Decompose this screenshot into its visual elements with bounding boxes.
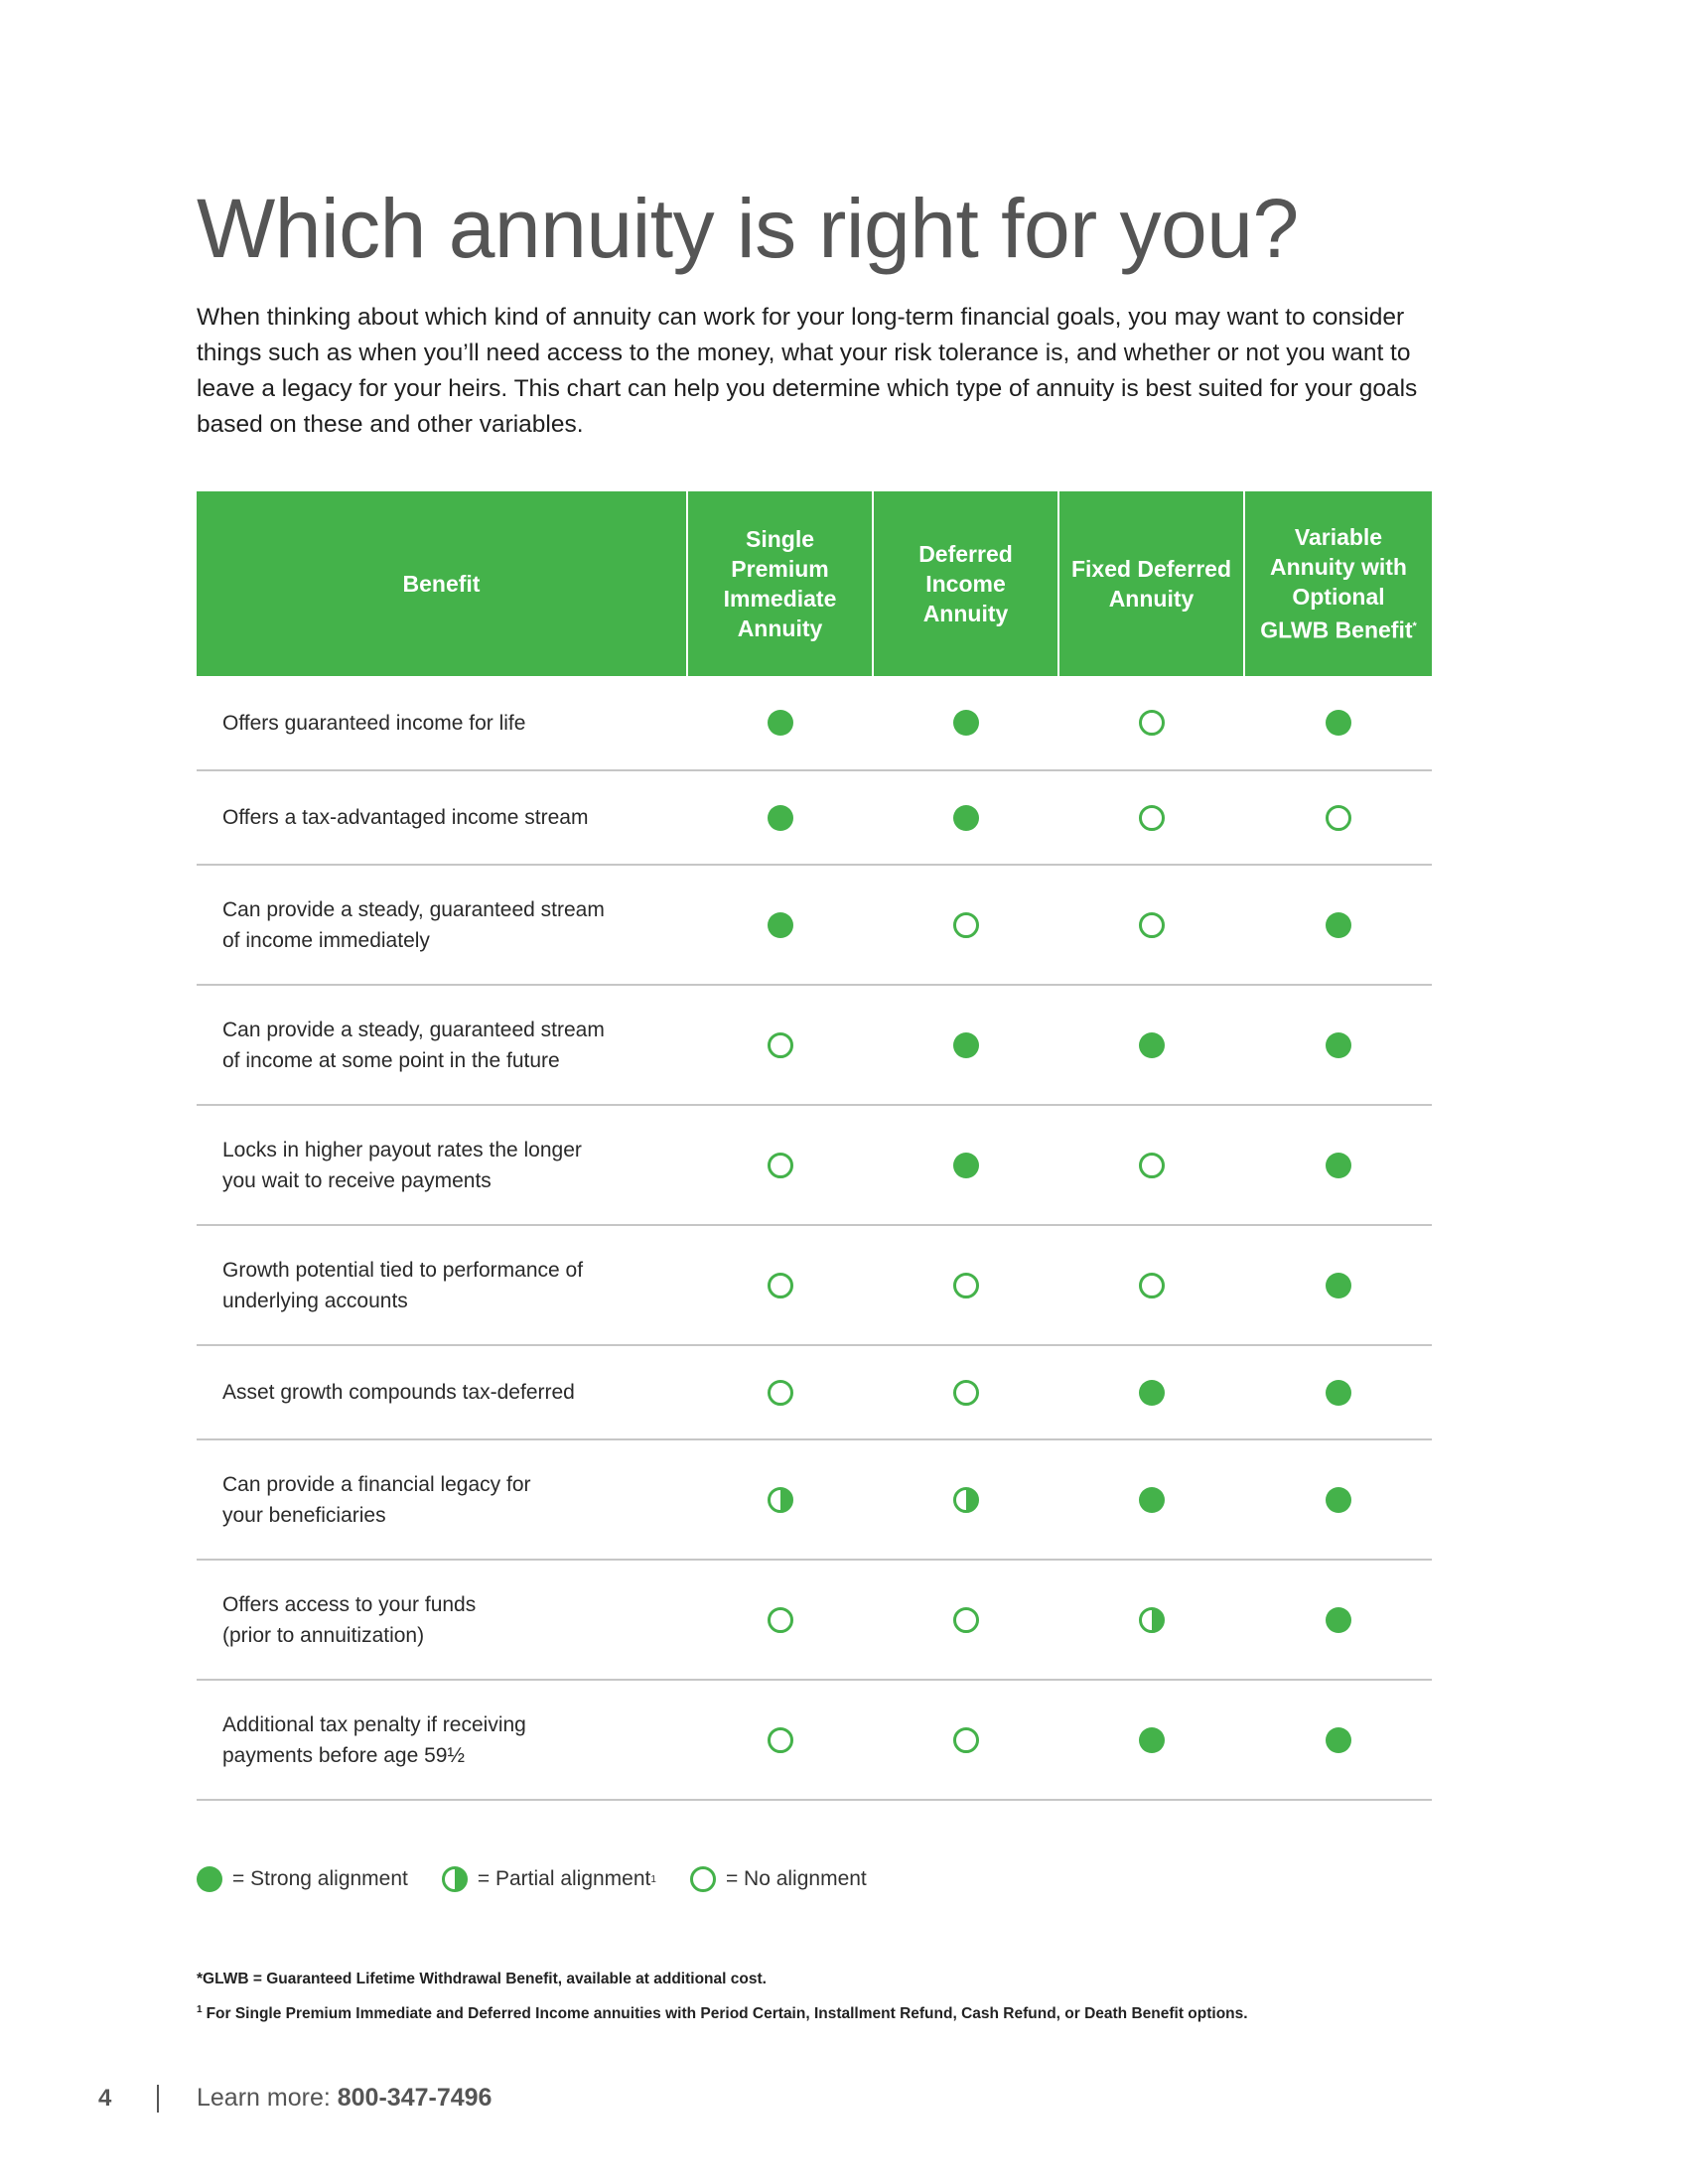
legend-none-label: = No alignment (725, 1867, 867, 1890)
benefit-text: payments before age 59½ (222, 1743, 466, 1767)
no-alignment-icon (768, 1727, 793, 1753)
rating-cell-single-premium-immediate (687, 1105, 873, 1225)
intro-paragraph: When thinking about which kind of annuity can work for your long-term financial goals, you may want to consider things such as when you’ll need access to the money, what your risk tolerance is, and whether or not you want to leave a legacy for your heirs. This chart can help you determine which type of annuity is best suited for your goals based on these and other variables. (197, 304, 1418, 438)
strong-alignment-icon (1326, 710, 1351, 736)
strong-alignment-icon (1139, 1487, 1165, 1513)
strong-alignment-icon (1139, 1380, 1165, 1406)
no-alignment-icon (768, 1153, 793, 1178)
strong-alignment-icon (1326, 1607, 1351, 1633)
benefit-cell (197, 1225, 687, 1345)
rating-cell-fixed-deferred (1058, 1560, 1244, 1680)
rating-cell-fixed-deferred (1058, 1345, 1244, 1439)
rating-cell-variable-glwb (1244, 1680, 1432, 1800)
benefit-cell (197, 1560, 687, 1680)
rating-cell-deferred-income (873, 770, 1058, 865)
legend-strong (197, 1866, 408, 1892)
no-alignment-icon (953, 1380, 979, 1406)
table-row (197, 865, 1432, 985)
header-deferred-income: Deferred Income Annuity (873, 491, 1058, 676)
strong-alignment-icon (1326, 1032, 1351, 1058)
rating-cell-deferred-income (873, 1439, 1058, 1560)
header-single-premium-immediate: Single Premium Immediate Annuity (687, 491, 873, 676)
legend-partial (442, 1866, 656, 1892)
header-variable-glwb-mark: * (1412, 620, 1417, 633)
rating-cell-fixed-deferred (1058, 985, 1244, 1105)
benefit-text: Locks in higher payout rates the longer (222, 1138, 582, 1161)
no-alignment-icon (768, 1380, 793, 1406)
footer-divider (157, 2085, 159, 2113)
rating-cell-single-premium-immediate (687, 1225, 873, 1345)
header-fixed-deferred: Fixed Deferred Annuity (1058, 491, 1244, 676)
rating-cell-deferred-income (873, 1680, 1058, 1800)
benefit-text: Additional tax penalty if receiving (222, 1712, 526, 1736)
rating-cell-variable-glwb (1244, 1345, 1432, 1439)
benefit-text: (prior to annuitization) (222, 1623, 425, 1647)
rating-cell-single-premium-immediate (687, 676, 873, 770)
rating-cell-single-premium-immediate (687, 770, 873, 865)
strong-alignment-icon (768, 912, 793, 938)
no-alignment-icon (953, 912, 979, 938)
rating-cell-single-premium-immediate (687, 1680, 873, 1800)
footnote-partial (197, 2004, 1248, 2023)
rating-cell-deferred-income (873, 1105, 1058, 1225)
benefit-text: underlying accounts (222, 1289, 408, 1312)
no-alignment-icon (953, 1727, 979, 1753)
table-row (197, 985, 1432, 1105)
rating-cell-fixed-deferred (1058, 1105, 1244, 1225)
benefit-text: Asset growth compounds tax-deferred (222, 1381, 575, 1404)
strong-alignment-icon (953, 805, 979, 831)
no-alignment-icon (1139, 912, 1165, 938)
rating-cell-variable-glwb (1244, 1560, 1432, 1680)
strong-alignment-icon (1326, 1380, 1351, 1406)
benefit-text: your beneficiaries (222, 1503, 386, 1527)
no-alignment-icon (953, 1607, 979, 1633)
table-row (197, 676, 1432, 770)
benefit-cell (197, 865, 687, 985)
no-alignment-icon (1139, 1153, 1165, 1178)
rating-cell-fixed-deferred (1058, 865, 1244, 985)
learn-more (197, 2084, 492, 2113)
rating-cell-variable-glwb (1244, 770, 1432, 865)
rating-cell-fixed-deferred (1058, 1439, 1244, 1560)
partial-alignment-icon (768, 1487, 793, 1513)
partial-alignment-icon (953, 1487, 979, 1513)
legend-partial-label: = Partial alignment (477, 1867, 651, 1890)
strong-alignment-icon (1139, 1727, 1165, 1753)
table-row (197, 1439, 1432, 1560)
no-alignment-icon (768, 1607, 793, 1633)
strong-alignment-icon (768, 805, 793, 831)
table-row (197, 1105, 1432, 1225)
benefit-text: Can provide a steady, guaranteed stream (222, 897, 605, 921)
strong-alignment-icon (1326, 1487, 1351, 1513)
benefit-cell (197, 676, 687, 770)
rating-cell-fixed-deferred (1058, 676, 1244, 770)
benefit-cell (197, 1345, 687, 1439)
strong-alignment-icon (953, 1032, 979, 1058)
benefit-text: of income at some point in the future (222, 1048, 560, 1072)
no-alignment-icon (1139, 710, 1165, 736)
rating-cell-deferred-income (873, 1345, 1058, 1439)
table-header-row (197, 491, 1432, 676)
footnote-partial-mark: 1 (197, 2004, 203, 2015)
legend-strong-label: = Strong alignment (232, 1867, 408, 1890)
rating-cell-variable-glwb (1244, 676, 1432, 770)
no-alignment-icon (1326, 805, 1351, 831)
table-row (197, 770, 1432, 865)
no-alignment-icon (768, 1273, 793, 1298)
header-variable-glwb-label: Variable Annuity with Optional GLWB Benefit (1260, 524, 1413, 643)
benefit-cell (197, 1680, 687, 1800)
benefit-text: Can provide a financial legacy for (222, 1472, 531, 1496)
strong-alignment-icon (953, 710, 979, 736)
benefit-text: Offers a tax-advantaged income stream (222, 806, 589, 829)
header-variable-glwb (1244, 491, 1432, 676)
strong-alignment-icon (1326, 1153, 1351, 1178)
strong-alignment-icon (1326, 912, 1351, 938)
rating-cell-variable-glwb (1244, 1105, 1432, 1225)
partial-alignment-icon (1139, 1607, 1165, 1633)
partial-alignment-icon (442, 1866, 468, 1892)
rating-cell-deferred-income (873, 1225, 1058, 1345)
rating-cell-single-premium-immediate (687, 865, 873, 985)
no-alignment-icon (1139, 805, 1165, 831)
table-row (197, 1560, 1432, 1680)
rating-cell-fixed-deferred (1058, 770, 1244, 865)
footnote-partial-text: For Single Premium Immediate and Deferred Income annuities with Period Certain, Installment Refund, Cash Refund, or Death Benefit options. (206, 2005, 1248, 2023)
legend (197, 1866, 901, 1892)
no-alignment-icon (1139, 1273, 1165, 1298)
rating-cell-single-premium-immediate (687, 985, 873, 1105)
rating-cell-single-premium-immediate (687, 1439, 873, 1560)
benefit-cell (197, 1439, 687, 1560)
legend-partial-mark: 1 (650, 1873, 656, 1885)
legend-none (690, 1866, 867, 1892)
no-alignment-icon (953, 1273, 979, 1298)
table-row (197, 1225, 1432, 1345)
footnote-glwb: *GLWB = Guaranteed Lifetime Withdrawal Benefit, available at additional cost. (197, 1971, 767, 1987)
rating-cell-single-premium-immediate (687, 1345, 873, 1439)
page-number: 4 (98, 2085, 112, 2112)
rating-cell-fixed-deferred (1058, 1225, 1244, 1345)
no-alignment-icon (768, 1032, 793, 1058)
benefit-cell (197, 985, 687, 1105)
strong-alignment-icon (1326, 1273, 1351, 1298)
strong-alignment-icon (1326, 1727, 1351, 1753)
benefit-text: Can provide a steady, guaranteed stream (222, 1018, 605, 1041)
rating-cell-deferred-income (873, 676, 1058, 770)
benefit-text: Offers guaranteed income for life (222, 711, 526, 735)
benefit-text: Offers access to your funds (222, 1592, 477, 1616)
annuity-comparison-table (197, 491, 1432, 1801)
rating-cell-single-premium-immediate (687, 1560, 873, 1680)
strong-alignment-icon (197, 1866, 222, 1892)
rating-cell-variable-glwb (1244, 1439, 1432, 1560)
benefit-text: Growth potential tied to performance of (222, 1258, 584, 1282)
rating-cell-variable-glwb (1244, 985, 1432, 1105)
table-row (197, 1680, 1432, 1800)
page-title: Which annuity is right for you? (197, 182, 1299, 275)
benefit-text: you wait to receive payments (222, 1168, 492, 1192)
rating-cell-variable-glwb (1244, 865, 1432, 985)
phone-number[interactable]: 800-347-7496 (337, 2084, 492, 2112)
strong-alignment-icon (768, 710, 793, 736)
rating-cell-variable-glwb (1244, 1225, 1432, 1345)
strong-alignment-icon (1139, 1032, 1165, 1058)
table-row (197, 1345, 1432, 1439)
no-alignment-icon (690, 1866, 716, 1892)
table-body (197, 676, 1432, 1800)
header-benefit: Benefit (197, 491, 687, 676)
strong-alignment-icon (953, 1153, 979, 1178)
benefit-text: of income immediately (222, 928, 430, 952)
benefit-cell (197, 770, 687, 865)
rating-cell-deferred-income (873, 1560, 1058, 1680)
rating-cell-fixed-deferred (1058, 1680, 1244, 1800)
rating-cell-deferred-income (873, 865, 1058, 985)
benefit-cell (197, 1105, 687, 1225)
rating-cell-deferred-income (873, 985, 1058, 1105)
learn-more-label: Learn more: (197, 2084, 331, 2112)
